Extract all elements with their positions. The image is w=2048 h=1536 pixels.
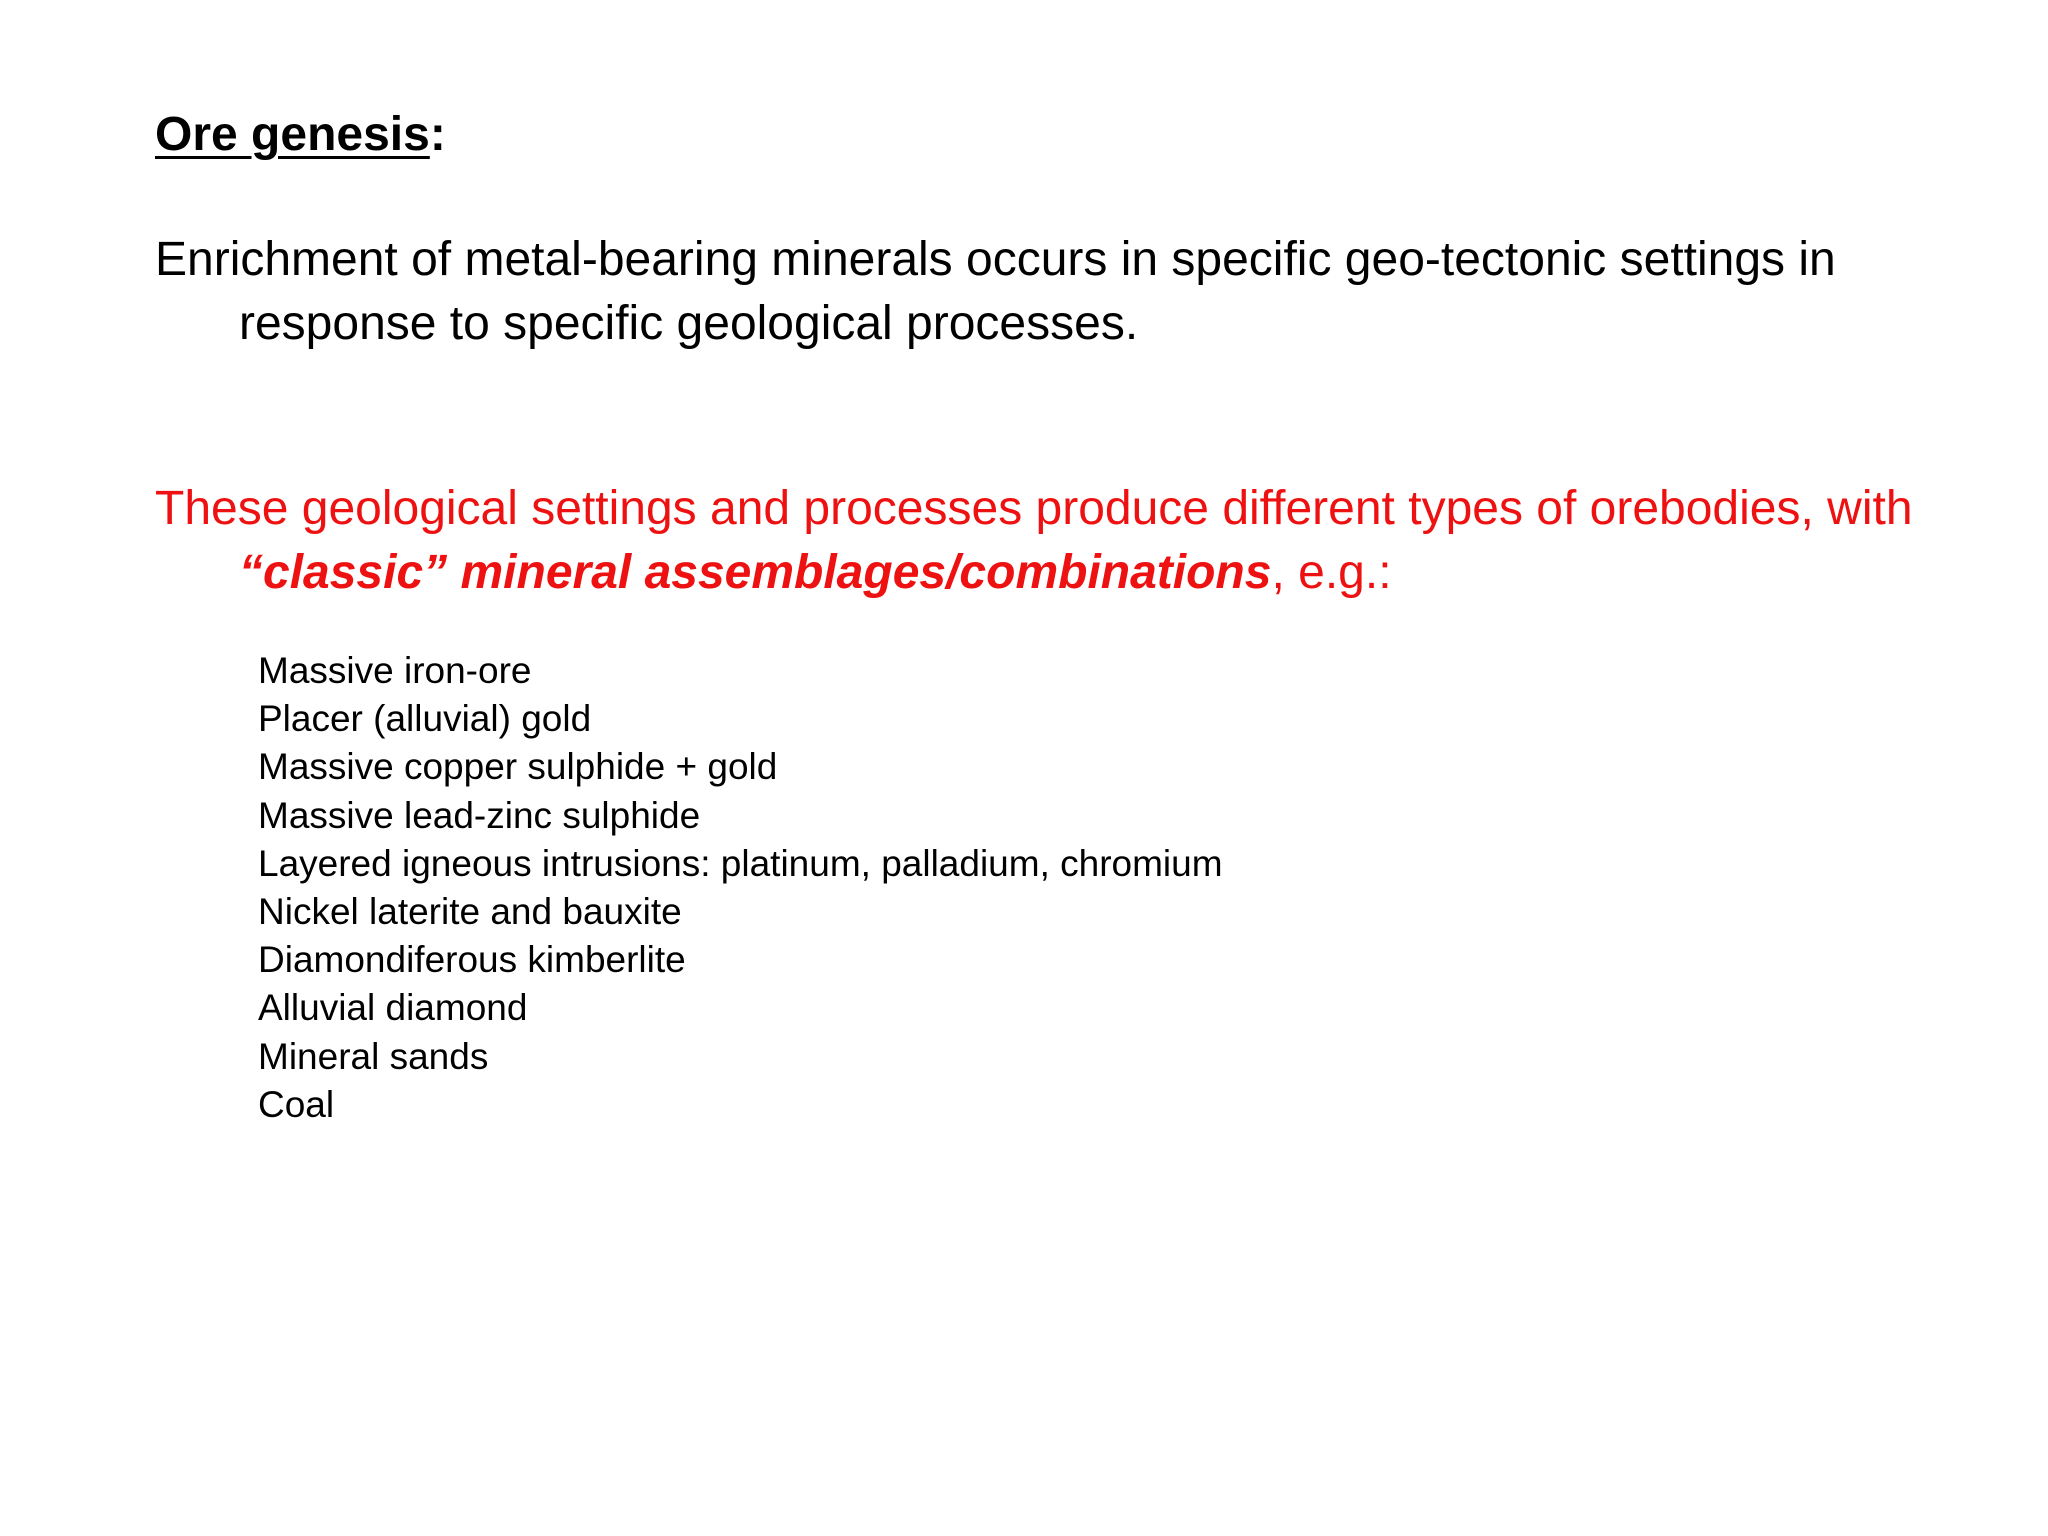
list-item: Placer (alluvial) gold [258, 698, 592, 740]
settings-paragraph [155, 477, 2039, 605]
list-item: Nickel laterite and bauxite [258, 891, 682, 933]
slide-heading [155, 105, 446, 165]
heading-title: Ore genesis [155, 108, 430, 161]
list-item: Massive copper sulphide + gold [258, 746, 778, 788]
enrichment-paragraph: Enrichment of metal-bearing minerals occurs in specific geo-tectonic settings in response to specific geological processes. [155, 233, 1836, 350]
list-item: Coal [258, 1083, 335, 1125]
list-item: Alluvial diamond [258, 987, 528, 1029]
heading-colon: : [429, 108, 446, 161]
settings-paragraph-lead: These geological settings and processes produce different types of orebodies, with [155, 482, 1913, 535]
list-item: Layered igneous intrusions: platinum, palladium, chromium [258, 842, 1223, 884]
settings-paragraph-tail: , e.g.: [1271, 546, 1392, 599]
classic-assemblages-emphasis: “classic” mineral assemblages/combinations [239, 546, 1272, 599]
list-item: Diamondiferous kimberlite [258, 939, 686, 981]
list-item: Mineral sands [258, 1035, 489, 1077]
list-item: Massive lead-zinc sulphide [258, 794, 701, 836]
ore-type-list [258, 647, 1223, 1129]
list-item: Massive iron-ore [258, 650, 532, 691]
